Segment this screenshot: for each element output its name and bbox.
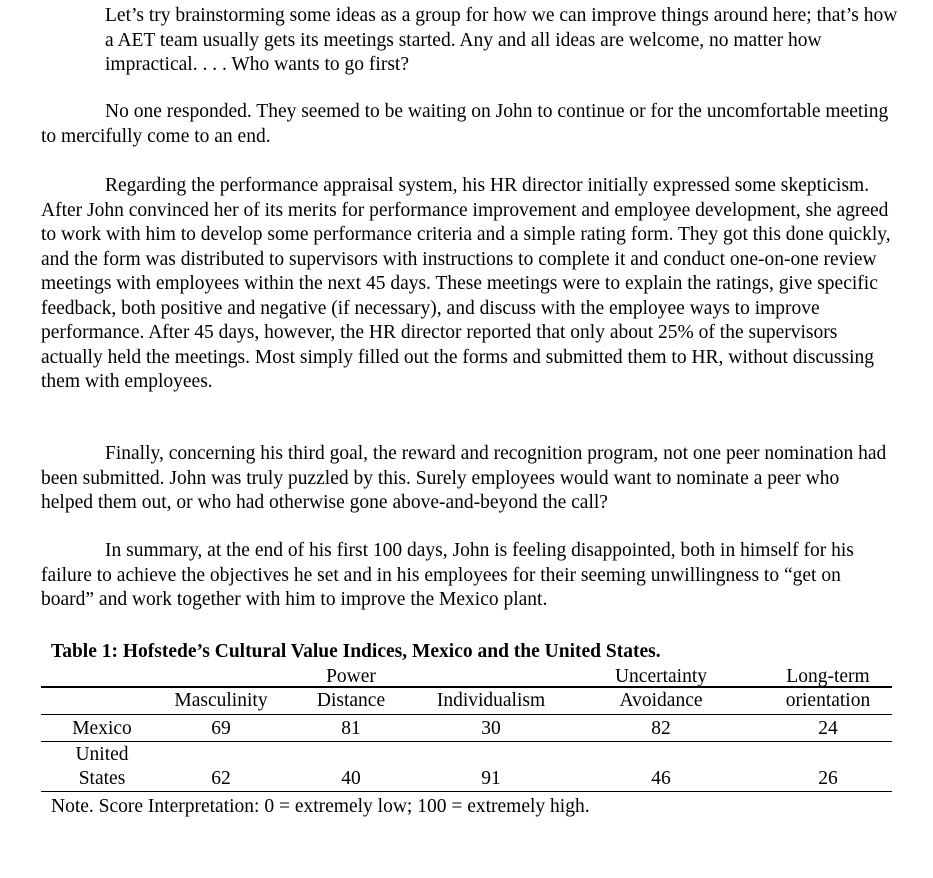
row-us-individualism: 91 [481,768,501,789]
header-individualism: Individualism [436,690,546,711]
row-us-power-distance: 40 [341,768,361,789]
row-mexico-longterm: 24 [818,718,838,739]
header-power-line1: Power [326,666,376,687]
table-bottom-rule [41,791,892,792]
header-masculinity: Masculinity [174,690,268,711]
row-mexico-power-distance: 81 [341,718,361,739]
paragraph-summary: In summary, at the end of his first 100 days, John is feeling disappointed, both in himself for his failure to achieve the objectives he set and in his employees for their seeming unwillingness to “get on board” and work together with him to improve the Mexico plant. [41,540,854,610]
row-us-country-line2: States [78,768,126,789]
row-mexico-individualism: 30 [481,718,501,739]
row-mexico-country: Mexico [72,718,132,739]
paragraph-performance-appraisal: Regarding the performance appraisal system, his HR director initially expressed some skepticism. After John convinced her of its merits for performance improvement and employee development, she agreed to work with him to develop some performance criteria and a simple rating form. They got this done quickly, and the form was distributed to supervisors with instructions to complete it and conduct one-on-one review meetings with employees within the next 45 days. These meetings were to explain the ratings, give specific feedback, both positive and negative (if necessary), and discuss with the employee ways to improve performance. After 45 days, however, the HR director reported that only about 25% of the supervisors actually held the meetings. Most simply filled out the forms and submitted them to HR, without discussing them with employees. [41,175,891,392]
row-us-longterm: 26 [818,768,838,789]
row-us-masculinity: 62 [211,768,231,789]
table-top-rule [41,686,892,688]
block-quote: Let’s try brainstorming some ideas as a group for how we can improve things around here; that’s how a AET team usually gets its meetings started. Any and all ideas are welcome, no matter how impractical. . . . Who wants to go first? [105,5,898,75]
row-us-country-line1: United [75,744,129,765]
paragraph-reward-program: Finally, concerning his third goal, the reward and recognition program, not one peer nomination had been submitted. John was truly puzzled by this. Surely employees would want to nominate a peer who helped them out, or who had otherwise gone above-and-beyond the call? [41,443,887,513]
table-header-rule [41,714,892,715]
table-row-rule [41,741,892,742]
header-longterm-line2: orientation [785,690,871,711]
paragraph-no-response: No one responded. They seemed to be waiting on John to continue or for the uncomfortable meeting to mercifully come to an end. [41,101,889,147]
header-longterm-line1: Long-term [786,666,870,687]
header-uncertainty-line2: Avoidance [619,690,703,711]
table-note: Note. Score Interpretation: 0 = extremely low; 100 = extremely high. [51,796,590,817]
row-us-uncertainty: 46 [651,768,671,789]
table-title: Table 1: Hofstede’s Cultural Value Indices, Mexico and the United States. [51,641,661,662]
row-mexico-masculinity: 69 [211,718,231,739]
row-mexico-uncertainty: 82 [651,718,671,739]
header-power-line2: Distance [316,690,386,711]
header-uncertainty-line1: Uncertainty [614,666,708,687]
